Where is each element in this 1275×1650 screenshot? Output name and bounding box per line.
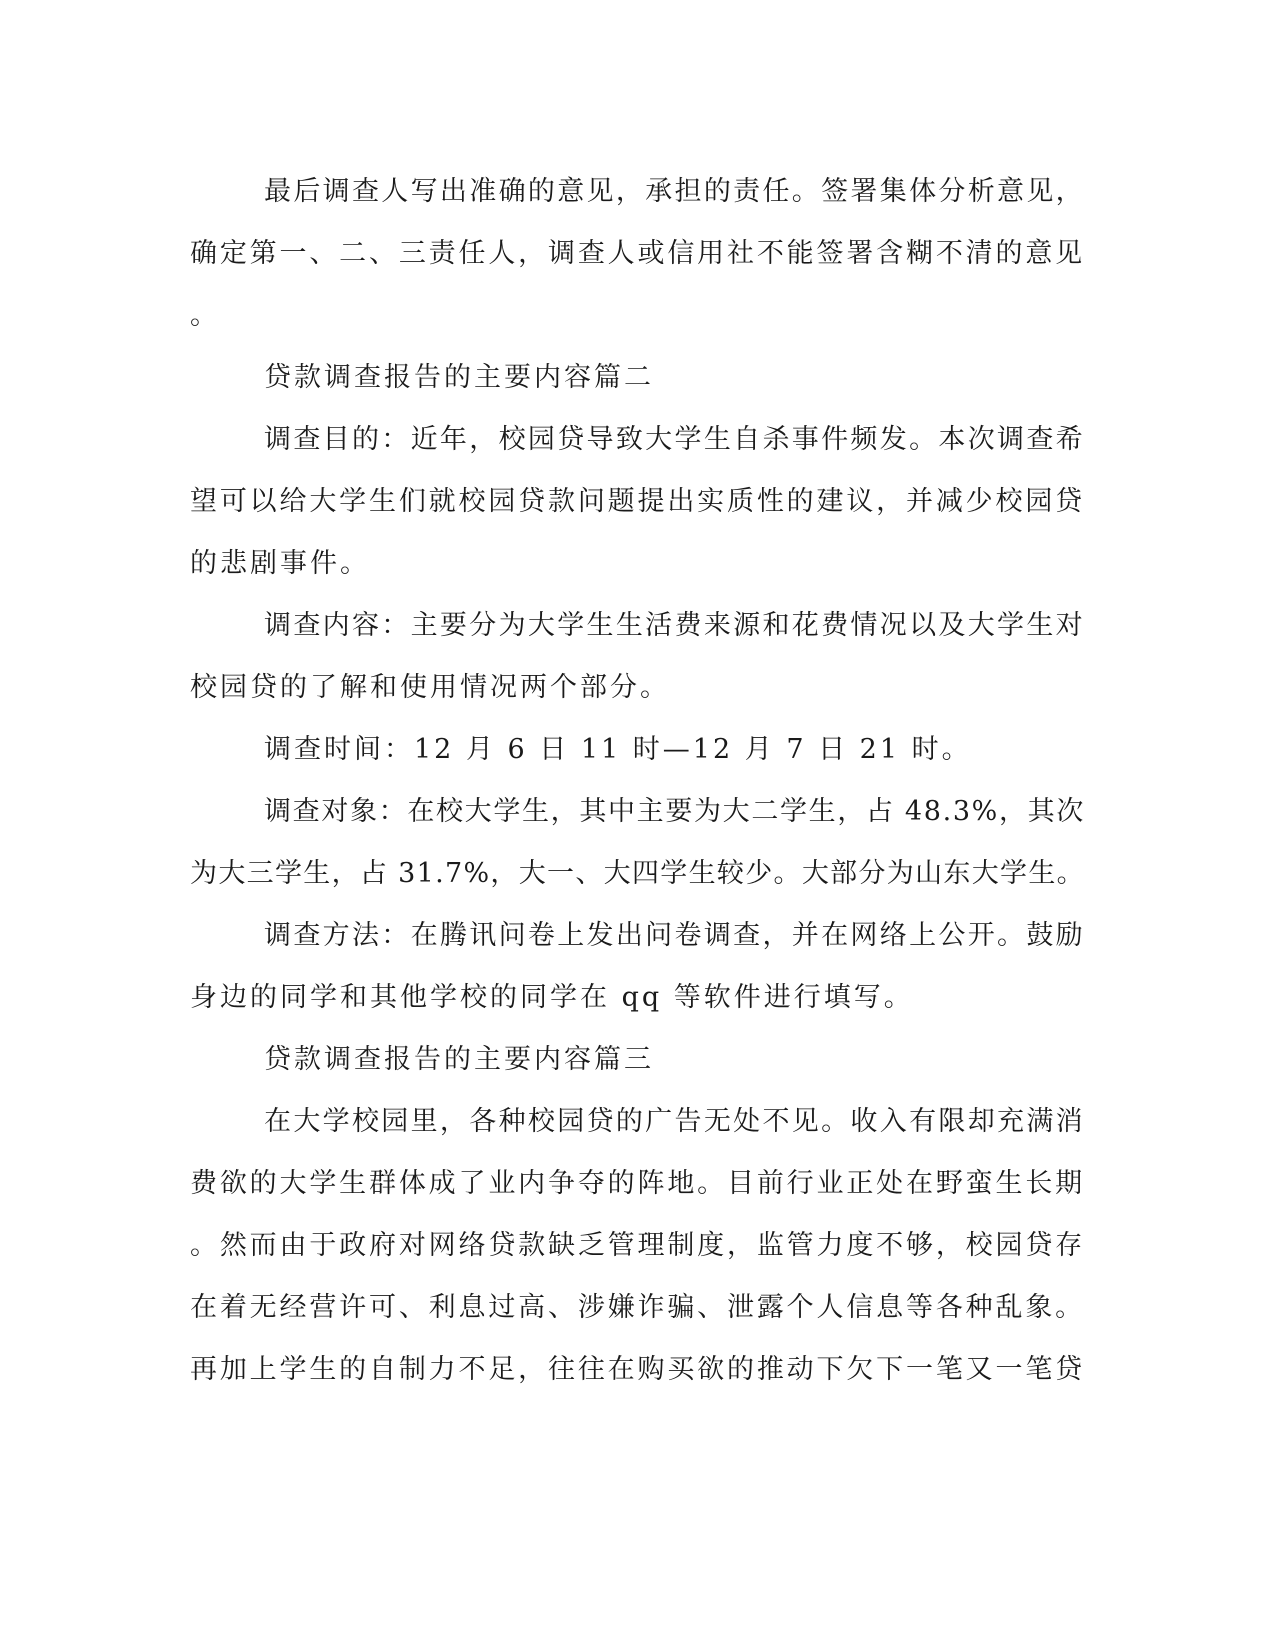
text-line: 校园贷的了解和使用情况两个部分。: [190, 672, 670, 703]
text-line: 身边的同学和其他学校的同学在 qq 等软件进行填写。: [190, 982, 914, 1013]
text-line: 调查目的：近年，校园贷导致大学生自杀事件频发。本次调查希: [264, 424, 1085, 455]
text-line: 确定第一、二、三责任人，调查人或信用社不能签署含糊不清的意见: [190, 238, 1085, 269]
text-line: 再加上学生的自制力不足，往往在购买欲的推动下欠下一笔又一笔贷: [190, 1354, 1085, 1385]
text-line: 的悲剧事件。: [190, 548, 370, 579]
text-line: 。然而由于政府对网络贷款缺乏管理制度，监管力度不够，校园贷存: [190, 1230, 1085, 1261]
text-line: 望可以给大学生们就校园贷款问题提出实质性的建议，并减少校园贷: [190, 486, 1085, 517]
text-line: 最后调查人写出准确的意见，承担的责任。签署集体分析意见，: [264, 176, 1085, 207]
text-line: 调查内容：主要分为大学生生活费来源和花费情况以及大学生对: [264, 610, 1085, 641]
text-line: 在着无经营许可、利息过高、涉嫌诈骗、泄露个人信息等各种乱象。: [190, 1292, 1085, 1323]
document-body: [190, 161, 1085, 1401]
section-heading: 贷款调查报告的主要内容篇二: [264, 362, 654, 393]
text-line: 。: [190, 300, 220, 331]
text-line: 费欲的大学生群体成了业内争夺的阵地。目前行业正处在野蛮生长期: [190, 1168, 1085, 1199]
text-line: 调查方法：在腾讯问卷上发出问卷调查，并在网络上公开。鼓励: [264, 920, 1085, 951]
section-heading: 贷款调查报告的主要内容篇三: [264, 1044, 654, 1075]
text-line: 在大学校园里，各种校园贷的广告无处不见。收入有限却充满消: [264, 1106, 1085, 1137]
text-line: 为大三学生，占 31.7%，大一、大四学生较少。大部分为山东大学生。: [190, 858, 1085, 889]
text-line: 调查时间：12 月 6 日 11 时—12 月 7 日 21 时。: [264, 734, 972, 765]
text-line: 调查对象：在校大学生，其中主要为大二学生，占 48.3%，其次: [264, 796, 1085, 827]
